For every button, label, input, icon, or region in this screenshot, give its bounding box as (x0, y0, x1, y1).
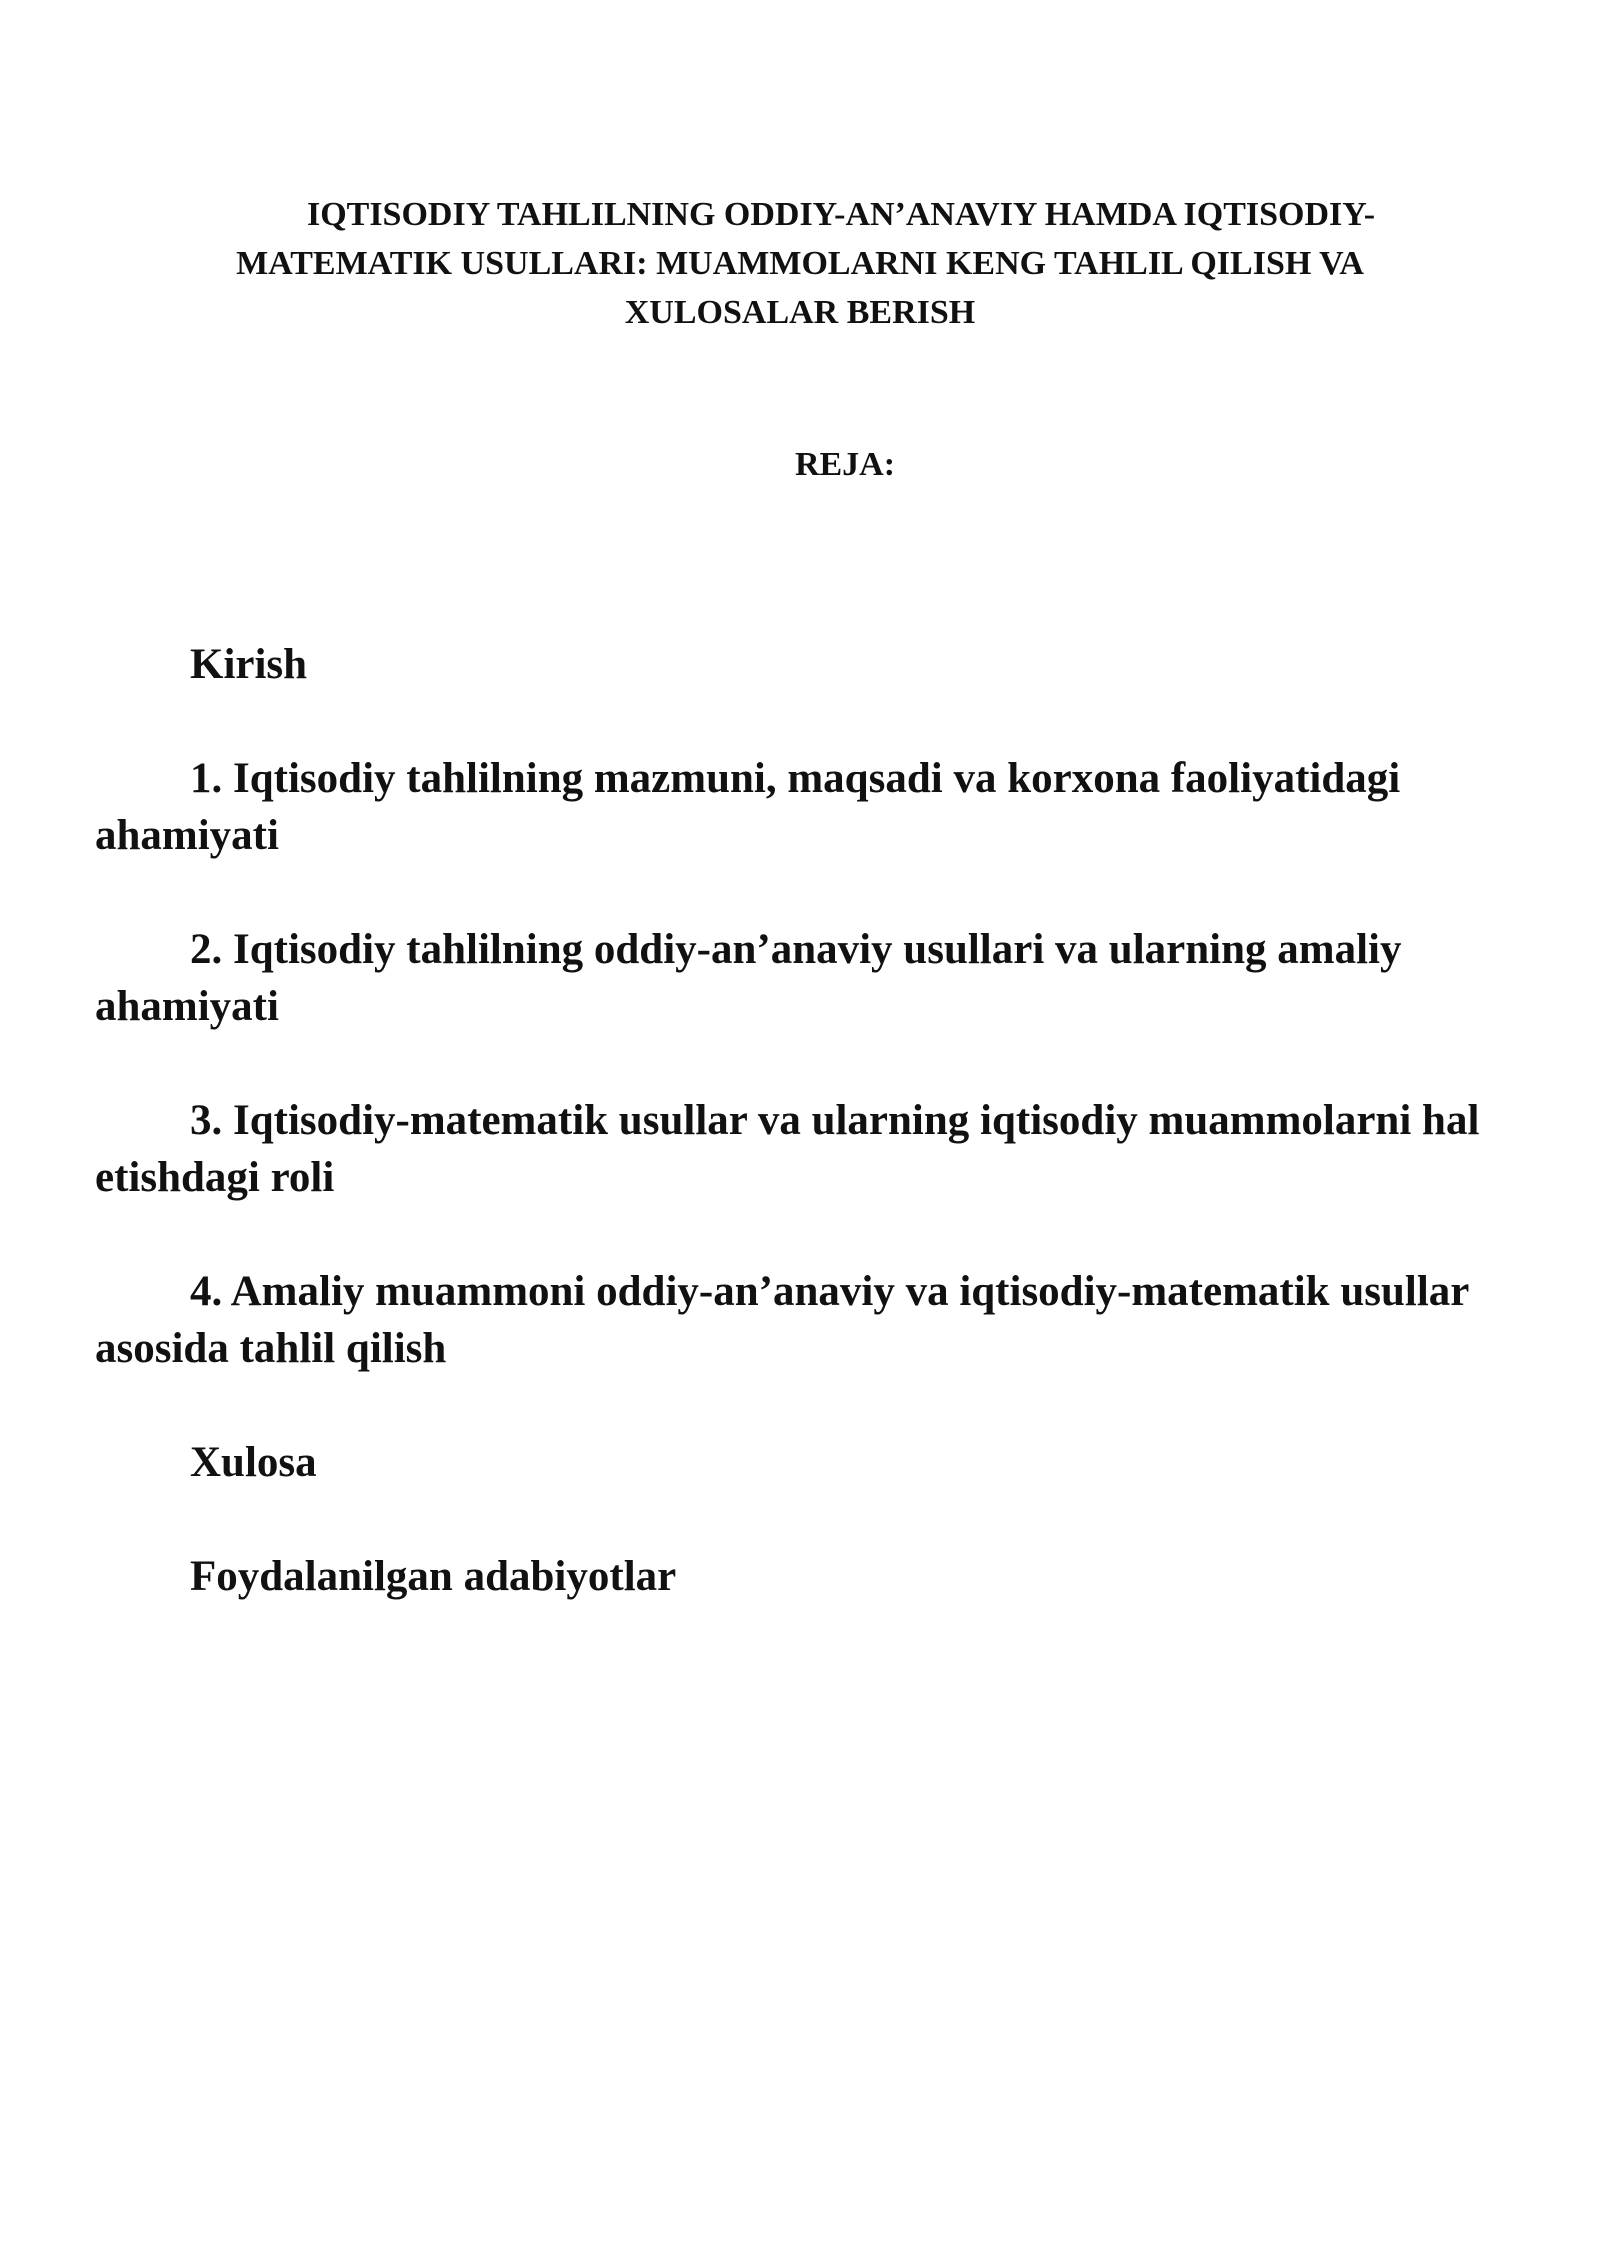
plan-item-references: Foydalanilgan adabiyotlar (190, 1553, 677, 1600)
document-title: IQTISODIY TAHLILNING ODDIY-AN’ANAVIY HAMDA IQTISODIY-MATEMATIK USULLARI: MUAMMOLARNI KENG TAHLIL QILISH VA XULOSALAR BERISH (236, 196, 1376, 331)
plan-item-1: 1. Iqtisodiy tahlilning mazmuni, maqsadi va korxona faoliyatidagi ahamiyati (95, 755, 1401, 859)
plan-list (95, 636, 1505, 1662)
plan-item-3: 3. Iqtisodiy-matematik usullar va ularning iqtisodiy muammolarni hal etishdagi roli (95, 1097, 1480, 1201)
plan-item-2: 2. Iqtisodiy tahlilning oddiy-an’anaviy usullari va ularning amaliy ahamiyati (95, 926, 1402, 1030)
plan-item-conclusion: Xulosa (190, 1439, 317, 1486)
plan-item-4: 4. Amaliy muammoni oddiy-an’anaviy va iqtisodiy-matematik usullar asosida tahlil qilish (95, 1268, 1469, 1372)
plan-item-introduction: Kirish (190, 641, 308, 688)
plan-heading: REJA: (794, 446, 896, 483)
